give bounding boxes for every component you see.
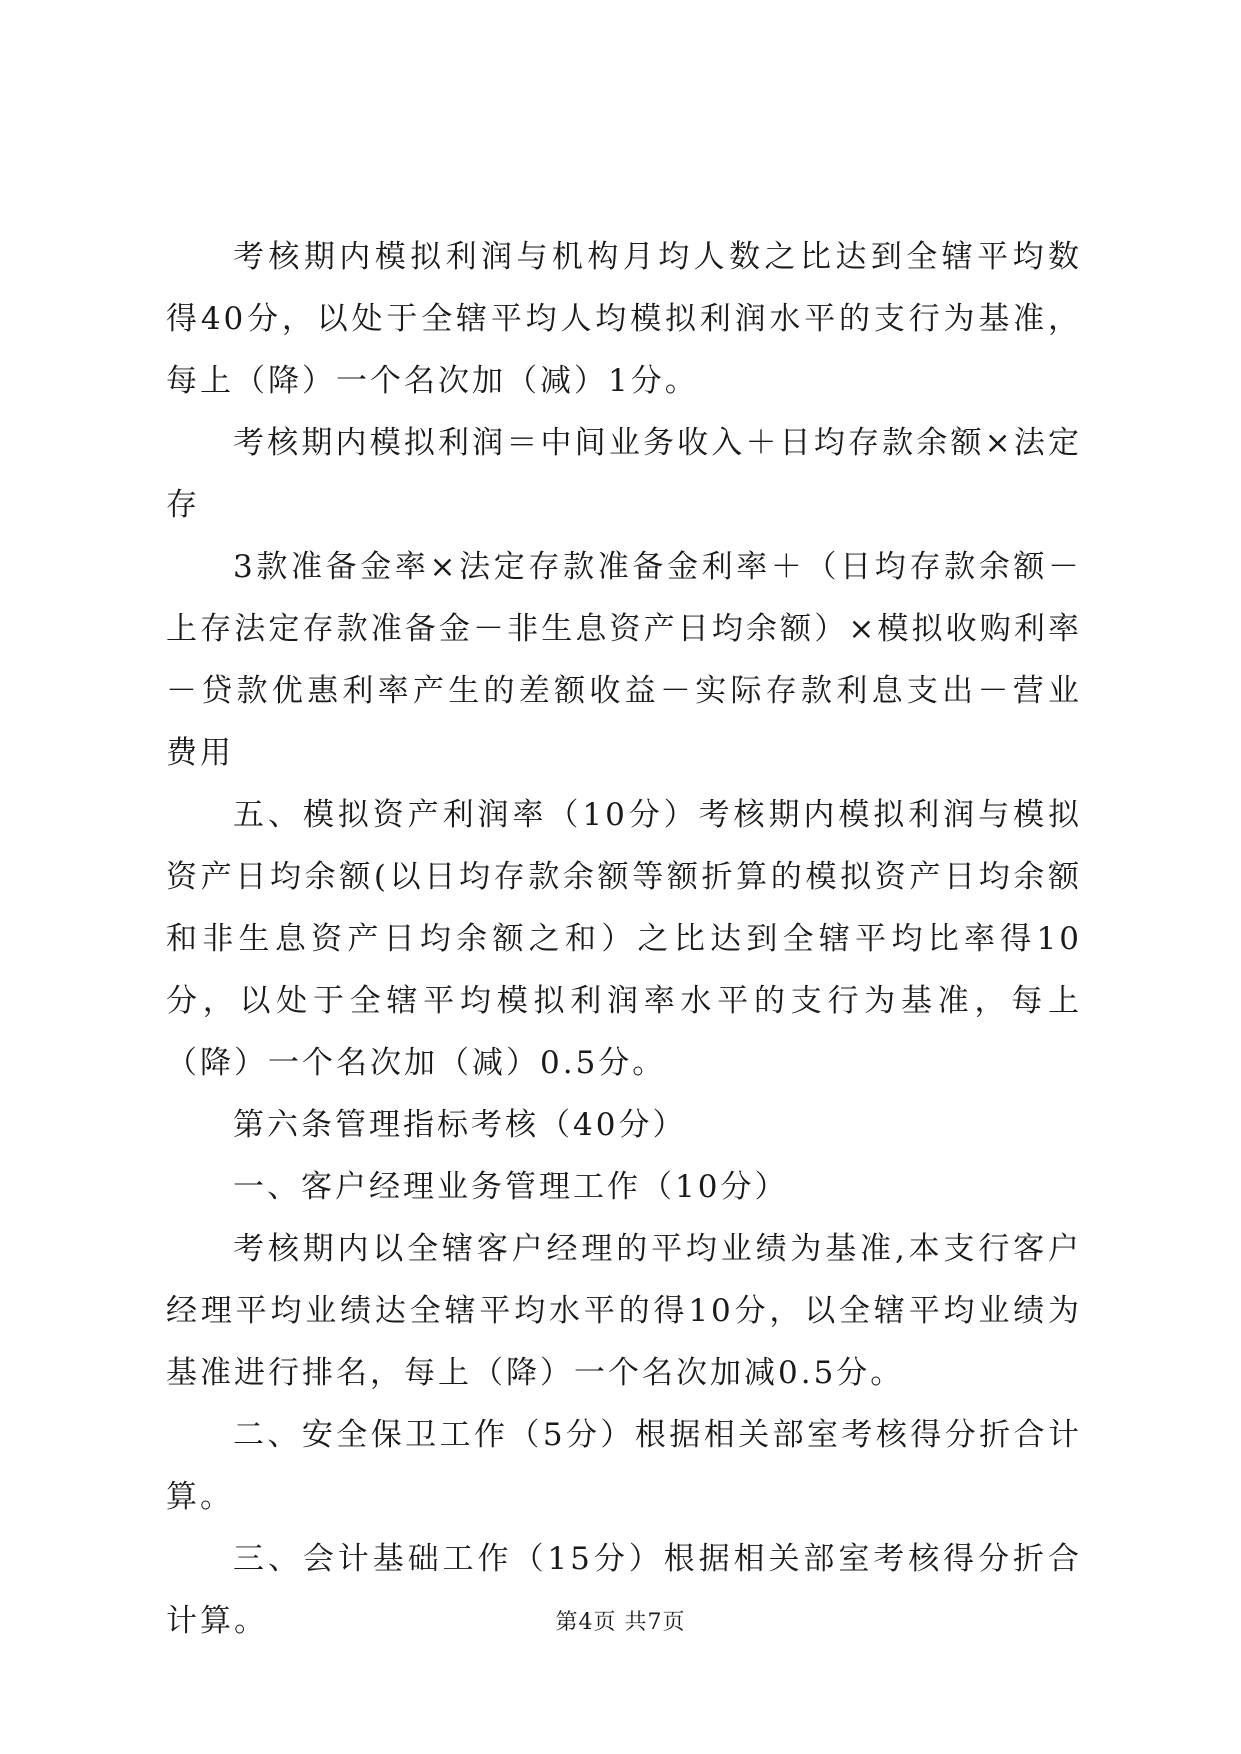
paragraph-asset-profit-rate: 五、模拟资产利润率（10分）考核期内模拟利润与模拟资产日均余额(以日均存款余额等额折算的模拟资产日均余额和非生息资产日均余额之和）之比达到全辖平均比率得10分，以处于全辖平均模拟利润率水平的支行为基准，每上（降）一个名次加（减）0.5分。 [166,797,1082,1081]
paragraph-simulated-profit-formula: 考核期内模拟利润＝中间业务收入＋日均存款余额×法定存 [166,425,1082,523]
page-footer [0,1605,1241,1636]
page-number-indicator: 第4页 共7页 [555,1610,686,1635]
paragraph-account-manager-assessment: 考核期内以全辖客户经理的平均业绩为基准,本支行客户经理平均业绩达全辖平均水平的得10分，以全辖平均业绩为基准进行排名，每上（降）一个名次加减0.5分。 [166,1231,1082,1391]
heading-article-six: 第六条管理指标考核（40分） [233,1107,687,1143]
document-body [166,226,1082,1652]
paragraph-security-work: 二、安全保卫工作（5分）根据相关部室考核得分折合计算。 [166,1417,1082,1515]
heading-account-manager: 一、客户经理业务管理工作（10分） [233,1169,789,1205]
paragraph-formula-continuation: 3款准备金率×法定存款准备金利率＋（日均存款余额－上存法定存款准备金－非生息资产日均余额）×模拟收购利率－贷款优惠利率产生的差额收益－实际存款利息支出－营业费用 [166,549,1082,771]
paragraph-per-capita-profit: 考核期内模拟利润与机构月均人数之比达到全辖平均数得40分，以处于全辖平均人均模拟利润水平的支行为基准，每上（降）一个名次加（减）1分。 [166,239,1082,399]
paragraph-accounting-work: 三、会计基础工作（15分）根据相关部室考核得分折合计算。 [166,1541,1082,1639]
